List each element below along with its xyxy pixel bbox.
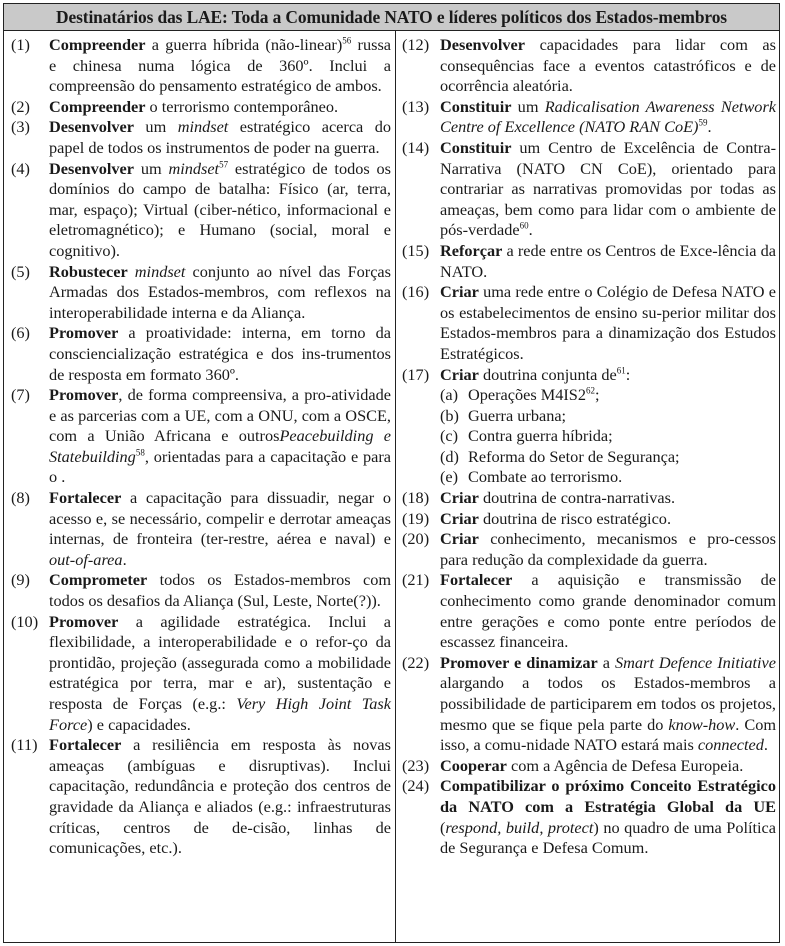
list-item [11, 35, 391, 97]
list-item [11, 735, 391, 859]
item-number: (24) [402, 776, 430, 796]
item-number: (13) [402, 96, 430, 116]
item-text: doutrina conjunta de [478, 364, 617, 384]
list-item [402, 756, 776, 777]
list-item [11, 323, 391, 385]
item-text: capacidades para lidar com as consequências face a eventos catastróficos e de ocorrência aleatória. [440, 35, 776, 96]
list-item [402, 241, 776, 282]
item-number: (14) [402, 137, 430, 157]
item-text: estratégico de todos os domínios do campo de batalha: Físico (ar, terra, mar, espaço); Virtual (ciber-nético, informacional e eletromagnético); e Humano (social, moral e cognitivo) [49, 158, 391, 260]
item-text: Operações M4IS2 [468, 385, 587, 405]
item-text: : [625, 364, 631, 384]
item-text: . [763, 735, 768, 755]
item-text: Reforma do Setor de Segurança; [468, 446, 680, 466]
item-text: a proatividade: interna, em torno da consciencialização estratégica e dos ins-trumentos de resposta em formato 360º. [49, 323, 391, 384]
item-text: , de forma compreensiva, a pro-atividade e as parcerias com a UE, com a ONU, com a OSCE, com a União Africana e outros [49, 385, 391, 446]
list-item [402, 282, 776, 364]
item-number: (17) [402, 364, 430, 384]
sub-item-content [440, 385, 776, 406]
item-text: . [122, 549, 127, 569]
list-item [11, 385, 391, 488]
item-number: (19) [402, 508, 430, 528]
sub-item-content [440, 447, 776, 468]
left-column [11, 35, 391, 859]
sub-item-letter: (d) [440, 446, 459, 466]
sub-list-item [402, 447, 776, 468]
item-text: conhecimento, mecanismos e pro-cessos para redução da complexidade da guerra. [440, 529, 776, 569]
item-keyword: Promover e dinamizar [440, 652, 598, 672]
item-keyword: Compreender [49, 35, 146, 54]
item-keyword: Promover [49, 385, 119, 405]
item-text: . [115, 240, 120, 260]
item-text: um [134, 117, 178, 137]
list-item [11, 488, 391, 570]
item-number: (3) [11, 117, 30, 137]
item-text: a guerra híbrida (não-linear) [145, 35, 343, 54]
item-text: o terrorismo contemporâneo. [145, 96, 339, 116]
item-italic: know-how [668, 714, 736, 734]
item-text [128, 262, 135, 281]
item-keyword: Reforçar [440, 240, 503, 260]
item-keyword: Criar [440, 282, 479, 302]
list-item [11, 262, 391, 324]
table-body [4, 31, 779, 942]
item-keyword: Constituir [440, 96, 512, 116]
item-number: (11) [11, 735, 38, 755]
item-number: (1) [11, 35, 30, 54]
item-keyword: Comprometer [49, 570, 148, 590]
item-text: uma rede entre o Colégio de Defesa NATO e os estabelecimentos de ensino su-perior militar dos Estados-membros para a dinamização dos Estudos Estratégicos. [440, 282, 776, 363]
sub-item-letter: (e) [440, 467, 459, 487]
item-text: a capacitação para dissuadir, negar o acesso e, se necessário, compelir e derrotar ameaças internas, de fronteira (ter-restre, aérea e naval) e [49, 488, 391, 549]
item-text: . Com isso, a comu-nidade NATO estará mais [440, 714, 776, 755]
item-keyword: Fortalecer [49, 488, 122, 508]
item-text: todos os Estados-membros com todos os desafios da Aliança (Sul, Leste, Norte(?)). [49, 570, 391, 611]
table-header: Destinatários das LAE: Toda a Comunidade NATO e líderes políticos dos Estados-membros [4, 4, 779, 31]
item-text: com a Agência de Defesa Europeia. [506, 755, 744, 775]
list-item [402, 35, 776, 97]
item-number: (8) [11, 488, 30, 508]
right-column [402, 35, 776, 859]
item-keyword: Promover [49, 611, 119, 631]
item-keyword: Compatibilizar o próximo Conceito Estratégico da NATO com a Estratégia Global da UE [440, 776, 776, 816]
item-keyword: Constituir [440, 137, 512, 157]
item-italic: mindset [134, 261, 186, 281]
list-item [402, 488, 776, 509]
list-item [402, 509, 776, 530]
list-item [402, 776, 776, 858]
sub-item-letter: (b) [440, 405, 459, 425]
item-keyword: Criar [440, 529, 479, 549]
item-keyword: Promover [49, 323, 119, 343]
list-item [11, 97, 391, 118]
footnote-ref: 62 [586, 385, 596, 396]
list-item [11, 159, 391, 262]
item-text: um [134, 158, 169, 178]
item-italic: respond, build, protect [445, 817, 594, 837]
sub-item-letter: (a) [440, 385, 459, 405]
item-keyword: Criar [440, 508, 479, 528]
list-item [11, 570, 391, 611]
item-text: . [707, 117, 712, 137]
item-text: a aquisição e transmissão de conhecimento como grande denominador comum entre gerações e como ponte entre períodos de escassez financeira. [440, 570, 776, 652]
item-keyword: Robustecer [49, 261, 128, 281]
item-italic: out-of-area [49, 549, 123, 569]
item-italic: mindset [168, 158, 220, 178]
item-text: Contra guerra híbrida; [468, 426, 613, 446]
item-keyword: Criar [440, 488, 479, 508]
list-item [402, 97, 776, 138]
footnote-ref: 58 [135, 447, 145, 458]
item-number: (20) [402, 529, 430, 549]
item-keyword: Desenvolver [440, 35, 525, 54]
list-item [402, 529, 776, 570]
item-text: a agilidade estratégica. Inclui a flexibilidade, a interoperabilidade e o refor-ço da prontidão, projeção (assegurada como a mobilidade estratégica por terra, mar e ar), sustentação e resposta de Forças (e.g.: [49, 611, 391, 713]
item-text: Guerra urbana; [468, 405, 567, 425]
item-italic: Smart Defence Initiative [614, 652, 777, 672]
item-number: (9) [11, 570, 30, 590]
item-text: ) no quadro de uma Política de Segurança e Defesa Comum. [440, 817, 777, 858]
footnote-ref: 59 [698, 117, 708, 128]
item-text: a resiliência em resposta às novas ameaças (ambíguas e disruptivas). Inclui capacitação, redundância e proteção dos centros de gravidade da Aliança e aliados (e.g.: infraestruturas críticas, centros de de-cisão, linhas de comunicações, etc.). [49, 735, 391, 858]
item-text: ( [440, 817, 446, 837]
item-text: ) e capacidades. [87, 714, 191, 734]
item-italic: Very High Joint Task Force [49, 694, 391, 734]
footnote-ref: 61 [616, 365, 626, 376]
item-number: (21) [402, 570, 430, 590]
item-keyword: Criar [440, 364, 479, 384]
footnote-ref: 56 [342, 35, 352, 46]
sub-list-item [402, 426, 776, 447]
item-number: (4) [11, 158, 30, 178]
list-item [402, 570, 776, 652]
footnote-ref: 60 [519, 220, 529, 231]
item-number: (7) [11, 385, 30, 405]
item-number: (18) [402, 488, 430, 508]
item-text: conjunto ao nível das Forças Armadas dos Estados-membros, com reflexos na interoperabilidade interna e da Aliança. [49, 261, 391, 322]
item-number: (5) [11, 261, 30, 281]
item-number: (10) [11, 611, 39, 631]
list-item [402, 653, 776, 756]
item-text: doutrina de contra-narrativas. [478, 488, 676, 508]
item-italic: connected [697, 735, 764, 755]
item-keyword: Fortalecer [49, 735, 122, 755]
list-item [402, 365, 776, 386]
item-text: . [61, 467, 66, 487]
item-number: (22) [402, 652, 430, 672]
item-number: (6) [11, 323, 30, 343]
footnote-ref: 57 [219, 159, 229, 170]
item-number: (23) [402, 755, 430, 775]
sub-list-item [402, 385, 776, 406]
sub-list-item [402, 406, 776, 427]
item-keyword: Compreender [49, 96, 146, 116]
item-number: (12) [402, 35, 430, 54]
item-italic: Peacebuilding e Statebuilding [49, 426, 392, 466]
item-number: (16) [402, 282, 430, 302]
sub-item-content [440, 467, 776, 488]
item-text: Combate ao terrorismo. [468, 467, 623, 487]
lae-table [3, 3, 780, 943]
sub-item-content [440, 406, 776, 427]
item-text: , orientadas para a capacitação e para o [49, 446, 391, 487]
list-item [11, 612, 391, 736]
item-text: alargando a todos os Estados-membros a possibilidade de participarem em todos os projetos, mesmo que se fique pela parte do [440, 673, 776, 734]
item-keyword: Desenvolver [49, 117, 134, 137]
item-italic: mindset [177, 117, 229, 137]
item-keyword: Cooperar [440, 755, 507, 775]
item-text: estratégico acerca do papel de todos os instrumentos de poder na guerra. [49, 117, 392, 157]
item-text: um [511, 96, 545, 116]
item-keyword: Desenvolver [49, 158, 134, 178]
item-number: (15) [402, 240, 430, 260]
list-item [402, 138, 776, 241]
item-text: a rede entre os Centros de Exce-lência da NATO. [440, 240, 776, 281]
item-text: doutrina de risco estratégico. [478, 508, 672, 528]
item-text: ; [595, 385, 600, 405]
item-text: . [528, 220, 533, 240]
item-text: russa e chinesa numa lógica de 360º. Inclui a compreensão do pensamento estratégico de ambos. [49, 35, 392, 96]
item-italic: Radicalisation Awareness Network Centre of Excellence (NATO RAN CoE) [440, 96, 777, 137]
sub-item-content [440, 426, 776, 447]
item-text: um Centro de Excelência de Contra-Narrativa (NATO CN CoE), orientado para contrariar as narrativas promovidas por todas as ameaças, bem como para lidar com o ambiente de pós-verdade [440, 137, 776, 240]
sub-item-letter: (c) [440, 426, 459, 446]
item-text: a [597, 652, 615, 672]
sub-list-item [402, 467, 776, 488]
item-keyword: Fortalecer [440, 570, 513, 590]
list-item [11, 117, 391, 158]
item-number: (2) [11, 96, 30, 116]
